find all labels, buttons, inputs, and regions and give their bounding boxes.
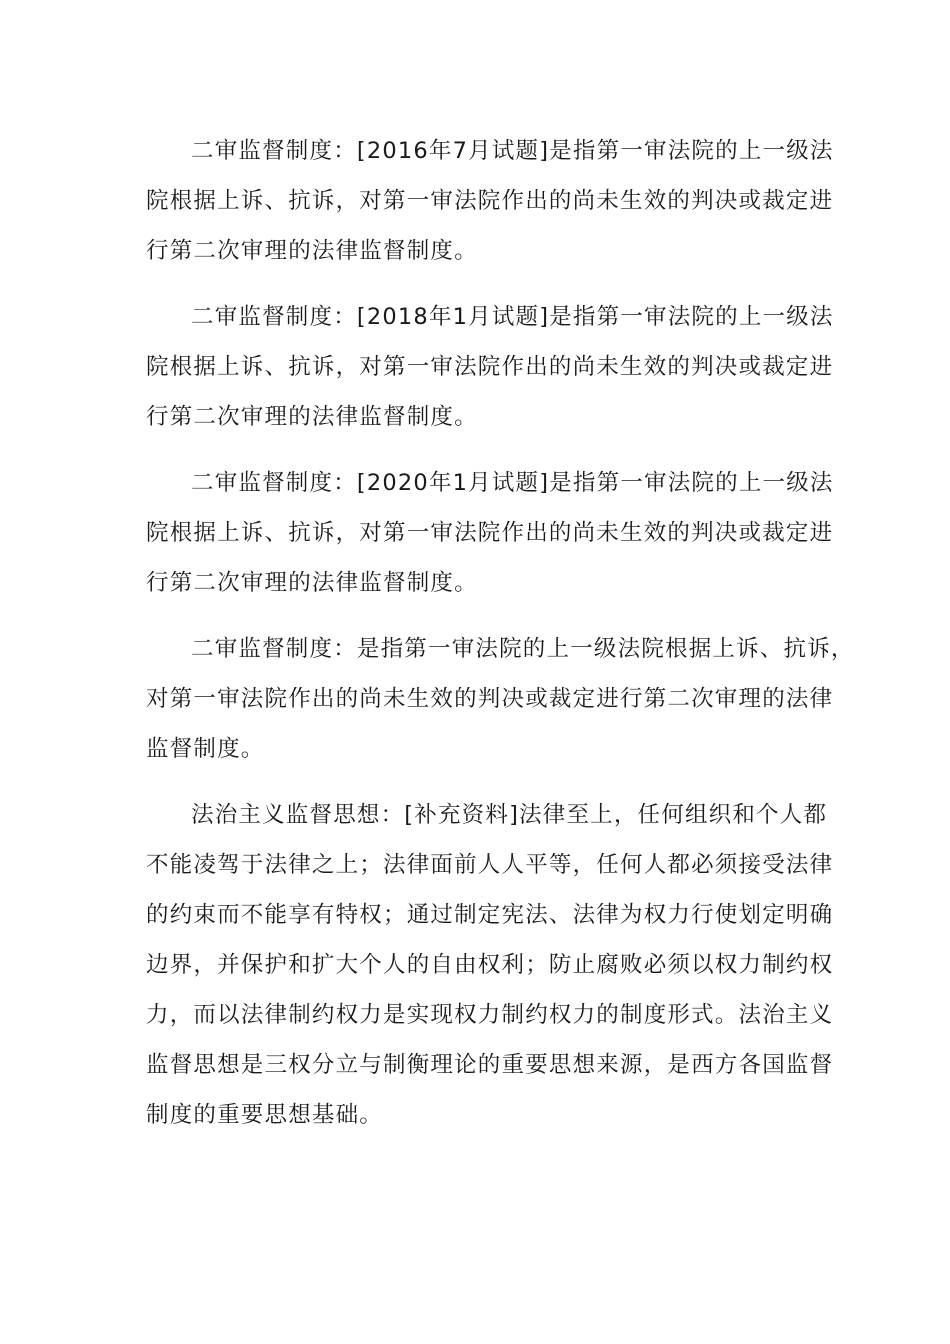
text-line: 院根据上诉、抗诉，对第一审法院作出的尚未生效的判决或裁定进 bbox=[146, 520, 834, 546]
text-line: 行第二次审理的法律监督制度。 bbox=[146, 570, 478, 596]
text-line: 制度的重要思想基础。 bbox=[146, 1102, 384, 1128]
text-line: 力，而以法律制约权力是实现权力制约权力的制度形式。法治主义 bbox=[146, 1002, 834, 1028]
paragraph-rule-of-law-supervision bbox=[146, 790, 834, 1140]
paragraph-second-instance-2020 bbox=[146, 458, 834, 608]
text-line: 对第一审法院作出的尚未生效的判决或裁定进行第二次审理的法律 bbox=[146, 686, 834, 712]
paragraph-second-instance-2016 bbox=[146, 126, 834, 276]
text-line: 法治主义监督思想：[补充资料]法律至上，任何组织和个人都 bbox=[191, 802, 828, 828]
text-line: 二审监督制度：[2018年1月试题]是指第一审法院的上一级法 bbox=[191, 304, 834, 330]
text-line: 院根据上诉、抗诉，对第一审法院作出的尚未生效的判决或裁定进 bbox=[146, 188, 834, 214]
text-line: 边界，并保护和扩大个人的自由权利；防止腐败必须以权力制约权 bbox=[146, 952, 834, 978]
text-line: 二审监督制度：[2020年1月试题]是指第一审法院的上一级法 bbox=[191, 470, 834, 496]
paragraph-second-instance-2018 bbox=[146, 292, 834, 442]
text-line: 监督思想是三权分立与制衡理论的重要思想来源，是西方各国监督 bbox=[146, 1052, 834, 1078]
text-line: 行第二次审理的法律监督制度。 bbox=[146, 404, 478, 430]
text-line: 二审监督制度：[2016年7月试题]是指第一审法院的上一级法 bbox=[191, 138, 834, 164]
text-line: 监督制度。 bbox=[146, 736, 265, 762]
text-line: 二审监督制度：是指第一审法院的上一级法院根据上诉、抗诉， bbox=[191, 636, 855, 662]
paragraph-second-instance-definition bbox=[146, 624, 855, 774]
text-line: 行第二次审理的法律监督制度。 bbox=[146, 238, 478, 264]
document-body bbox=[146, 126, 855, 1156]
text-line: 不能凌驾于法律之上；法律面前人人平等，任何人都必须接受法律 bbox=[146, 852, 834, 878]
text-line: 的约束而不能享有特权；通过制定宪法、法律为权力行使划定明确 bbox=[146, 902, 834, 928]
text-line: 院根据上诉、抗诉，对第一审法院作出的尚未生效的判决或裁定进 bbox=[146, 354, 834, 380]
